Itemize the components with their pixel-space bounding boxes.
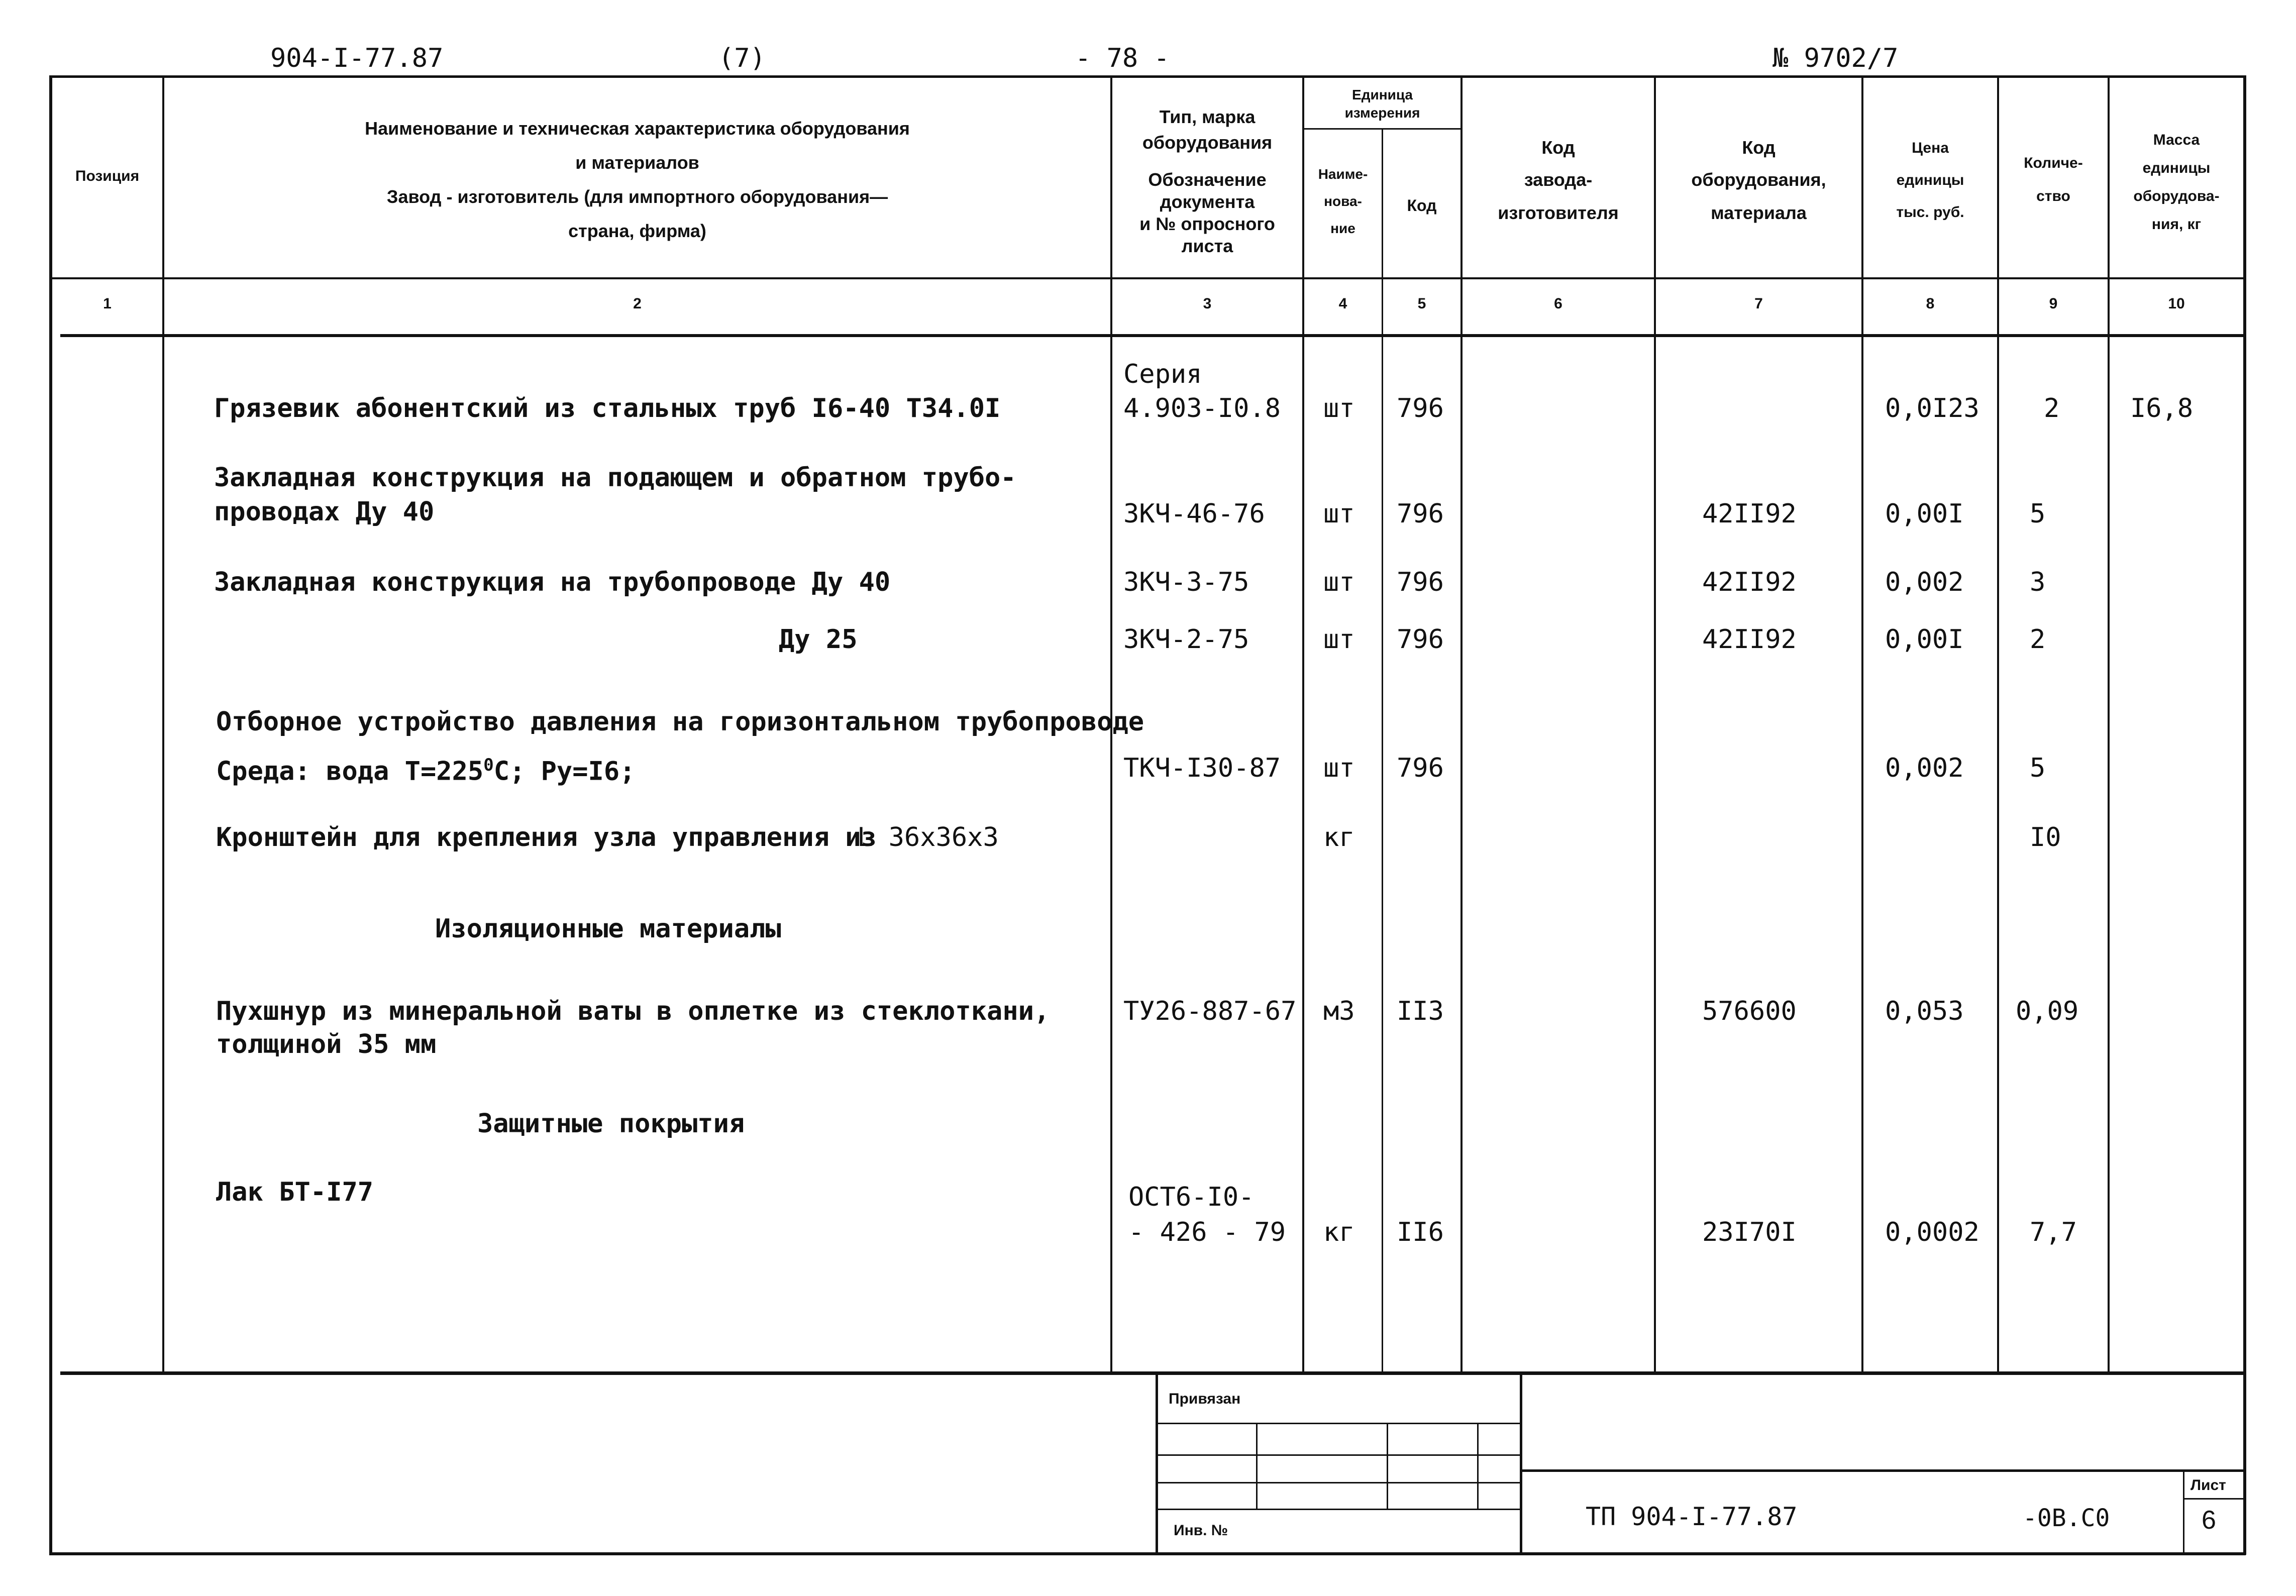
column-number: 3 bbox=[1203, 295, 1212, 312]
item-name: Ду 25 bbox=[779, 624, 858, 655]
stamp-inventory-label: Инв. № bbox=[1174, 1522, 1228, 1539]
column-number: 2 bbox=[633, 295, 642, 312]
stamp-linked-label: Привязан bbox=[1169, 1391, 1241, 1407]
item-equipment-code: 42II92 bbox=[1702, 499, 1797, 529]
column-number: 7 bbox=[1754, 295, 1763, 312]
header-type-line1: Тип, марка bbox=[1159, 107, 1256, 127]
header-type-line6: листа bbox=[1181, 236, 1233, 256]
item-equipment-code: 23I70I bbox=[1702, 1217, 1797, 1247]
item-unit-code: II6 bbox=[1397, 1217, 1444, 1247]
stamp-designation: ТП 904-I-77.87 bbox=[1586, 1502, 1798, 1531]
header-unit-line2: измерения bbox=[1344, 105, 1420, 121]
item-qty: I0 bbox=[2030, 822, 2061, 853]
header-price-line1: Цена bbox=[1912, 140, 1949, 156]
column-number: 10 bbox=[2168, 295, 2185, 312]
item-equipment-code: 42II92 bbox=[1702, 567, 1797, 597]
header-name-line3: Завод - изготовитель (для импортного оборудования— bbox=[386, 186, 888, 207]
item-doc: ЗКЧ-2-75 bbox=[1123, 624, 1249, 655]
item-price: 0,002 bbox=[1885, 753, 1964, 783]
item-price: 0,00I bbox=[1885, 499, 1964, 529]
column-number: 9 bbox=[2049, 295, 2058, 312]
header-unit-name-line1: Наиме- bbox=[1318, 166, 1368, 182]
header-name-line4: страна, фирма) bbox=[568, 221, 706, 241]
header-unit-code: Код bbox=[1407, 196, 1437, 215]
item-name: толщиной 35 мм bbox=[216, 1029, 437, 1059]
item-doc: ЗКЧ-3-75 bbox=[1123, 567, 1249, 597]
header-price-line3: тыс. руб. bbox=[1896, 204, 1964, 221]
header-unit-name-line2: нова- bbox=[1324, 193, 1362, 209]
item-name: Отборное устройство давления на горизонтальном трубопроводе bbox=[216, 707, 1144, 737]
item-equipment-code: 42II92 bbox=[1702, 624, 1797, 655]
item-mass: I6,8 bbox=[2130, 393, 2194, 423]
item-unit: кг bbox=[1323, 1217, 1355, 1247]
item-qty: 2 bbox=[2044, 393, 2060, 423]
column-number: 6 bbox=[1554, 295, 1562, 312]
item-name-part: Среда: вода Т=225 bbox=[216, 756, 484, 787]
album-number: № 9702/7 bbox=[1772, 43, 1899, 73]
item-name: Кронштейн для крепления узла управления из bbox=[216, 822, 877, 853]
header-mass-line2: единицы bbox=[2142, 160, 2211, 176]
stamp-sheet-label: Лист bbox=[2190, 1477, 2226, 1494]
header-type-line4: документа bbox=[1160, 191, 1255, 212]
page-number: - 78 - bbox=[1075, 43, 1170, 73]
column-number: 5 bbox=[1417, 295, 1426, 312]
header-price-line2: единицы bbox=[1896, 172, 1964, 188]
item-unit: шт bbox=[1323, 499, 1355, 529]
item-price: 0,053 bbox=[1885, 996, 1964, 1026]
header-type-line3: Обозначение bbox=[1148, 169, 1267, 190]
item-qty: 7,7 bbox=[2030, 1217, 2077, 1247]
item-profile: L 36x36x3 bbox=[857, 822, 999, 853]
item-qty: 0,09 bbox=[2016, 996, 2079, 1026]
item-unit: шт bbox=[1323, 393, 1355, 423]
item-unit-code: 796 bbox=[1397, 567, 1444, 597]
item-doc: 4.903-I0.8 bbox=[1123, 393, 1281, 423]
stamp-suffix: -0В.С0 bbox=[2023, 1504, 2110, 1532]
header-position: Позиция bbox=[75, 168, 140, 184]
item-name: Закладная конструкция на трубопроводе Ду 40 bbox=[214, 567, 891, 597]
item-qty: 2 bbox=[2030, 624, 2046, 655]
header-name-line1: Наименование и техническая характеристика оборудования bbox=[365, 118, 910, 139]
superscript-degree: 0 bbox=[483, 755, 494, 775]
header-factory-line3: изготовителя bbox=[1498, 202, 1619, 223]
item-name: Пухшнур из минеральной ваты в оплетке из стеклоткани, bbox=[216, 996, 1050, 1026]
item-unit-code: II3 bbox=[1397, 996, 1444, 1026]
header-qty-line2: ство bbox=[2036, 188, 2070, 204]
header-qty-line1: Количе- bbox=[2024, 155, 2083, 171]
item-unit-code: 796 bbox=[1397, 393, 1444, 423]
document-code: 904-I-77.87 bbox=[270, 43, 444, 73]
item-name: Закладная конструкция на подающем и обратном трубо- bbox=[214, 463, 1016, 493]
item-price: 0,0002 bbox=[1885, 1217, 1979, 1247]
document-marker: (7) bbox=[718, 43, 766, 73]
header-name-line2: и материалов bbox=[575, 152, 699, 173]
header-mass-line1: Масса bbox=[2153, 132, 2200, 148]
item-unit: м3 bbox=[1323, 996, 1355, 1026]
header-equip-line2: оборудования, bbox=[1691, 169, 1826, 190]
stamp-sheet-number: 6 bbox=[2202, 1506, 2216, 1535]
item-name: Грязевик абонентский из стальных труб I6-40 Т34.0I bbox=[214, 393, 1001, 423]
item-equipment-code: 576600 bbox=[1702, 996, 1797, 1026]
header-mass-line4: ния, кг bbox=[2151, 216, 2202, 233]
column-number: 1 bbox=[103, 295, 112, 312]
header-type-line2: оборудования bbox=[1142, 132, 1273, 153]
item-doc: ТКЧ-I30-87 bbox=[1123, 753, 1281, 783]
header-unit-line1: Единица bbox=[1352, 87, 1413, 102]
section-heading: Изоляционные материалы bbox=[435, 914, 781, 944]
item-unit: шт bbox=[1323, 753, 1355, 783]
item-price: 0,002 bbox=[1885, 567, 1964, 597]
item-name: Лак БТ-I77 bbox=[216, 1177, 374, 1207]
item-price: 0,0I23 bbox=[1885, 393, 1979, 423]
item-unit-code: 796 bbox=[1397, 753, 1444, 783]
header-equip-line1: Код bbox=[1742, 137, 1776, 158]
column-number: 4 bbox=[1338, 295, 1347, 312]
item-doc: ЗКЧ-46-76 bbox=[1123, 499, 1265, 529]
item-doc: ОСТ6-I0- bbox=[1128, 1182, 1255, 1212]
header-type-line5: и № опросного bbox=[1139, 214, 1275, 234]
item-name: проводах Ду 40 bbox=[214, 497, 435, 527]
header-mass-line3: оборудова- bbox=[2133, 188, 2220, 204]
header-factory-line1: Код bbox=[1541, 137, 1575, 158]
header-equip-line3: материала bbox=[1711, 202, 1807, 223]
item-unit: шт bbox=[1323, 567, 1355, 597]
item-unit-code: 796 bbox=[1397, 624, 1444, 655]
section-heading: Защитные покрытия bbox=[477, 1109, 745, 1139]
column-number: 8 bbox=[1926, 295, 1935, 312]
item-unit: кг bbox=[1323, 822, 1355, 853]
item-unit: шт bbox=[1323, 624, 1355, 655]
item-qty: 5 bbox=[2030, 499, 2046, 529]
item-qty: 3 bbox=[2030, 567, 2046, 597]
item-qty: 5 bbox=[2030, 753, 2046, 783]
item-doc: - 426 - 79 bbox=[1128, 1217, 1286, 1247]
header-unit-name-line3: ние bbox=[1330, 221, 1355, 236]
item-doc: Серия bbox=[1123, 359, 1202, 389]
header-factory-line2: завода- bbox=[1524, 169, 1593, 190]
item-unit-code: 796 bbox=[1397, 499, 1444, 529]
item-doc: ТУ26-887-67 bbox=[1123, 996, 1297, 1026]
item-name-part: С; Ру=I6; bbox=[493, 756, 636, 787]
item-name bbox=[216, 749, 635, 788]
item-price: 0,00I bbox=[1885, 624, 1964, 655]
